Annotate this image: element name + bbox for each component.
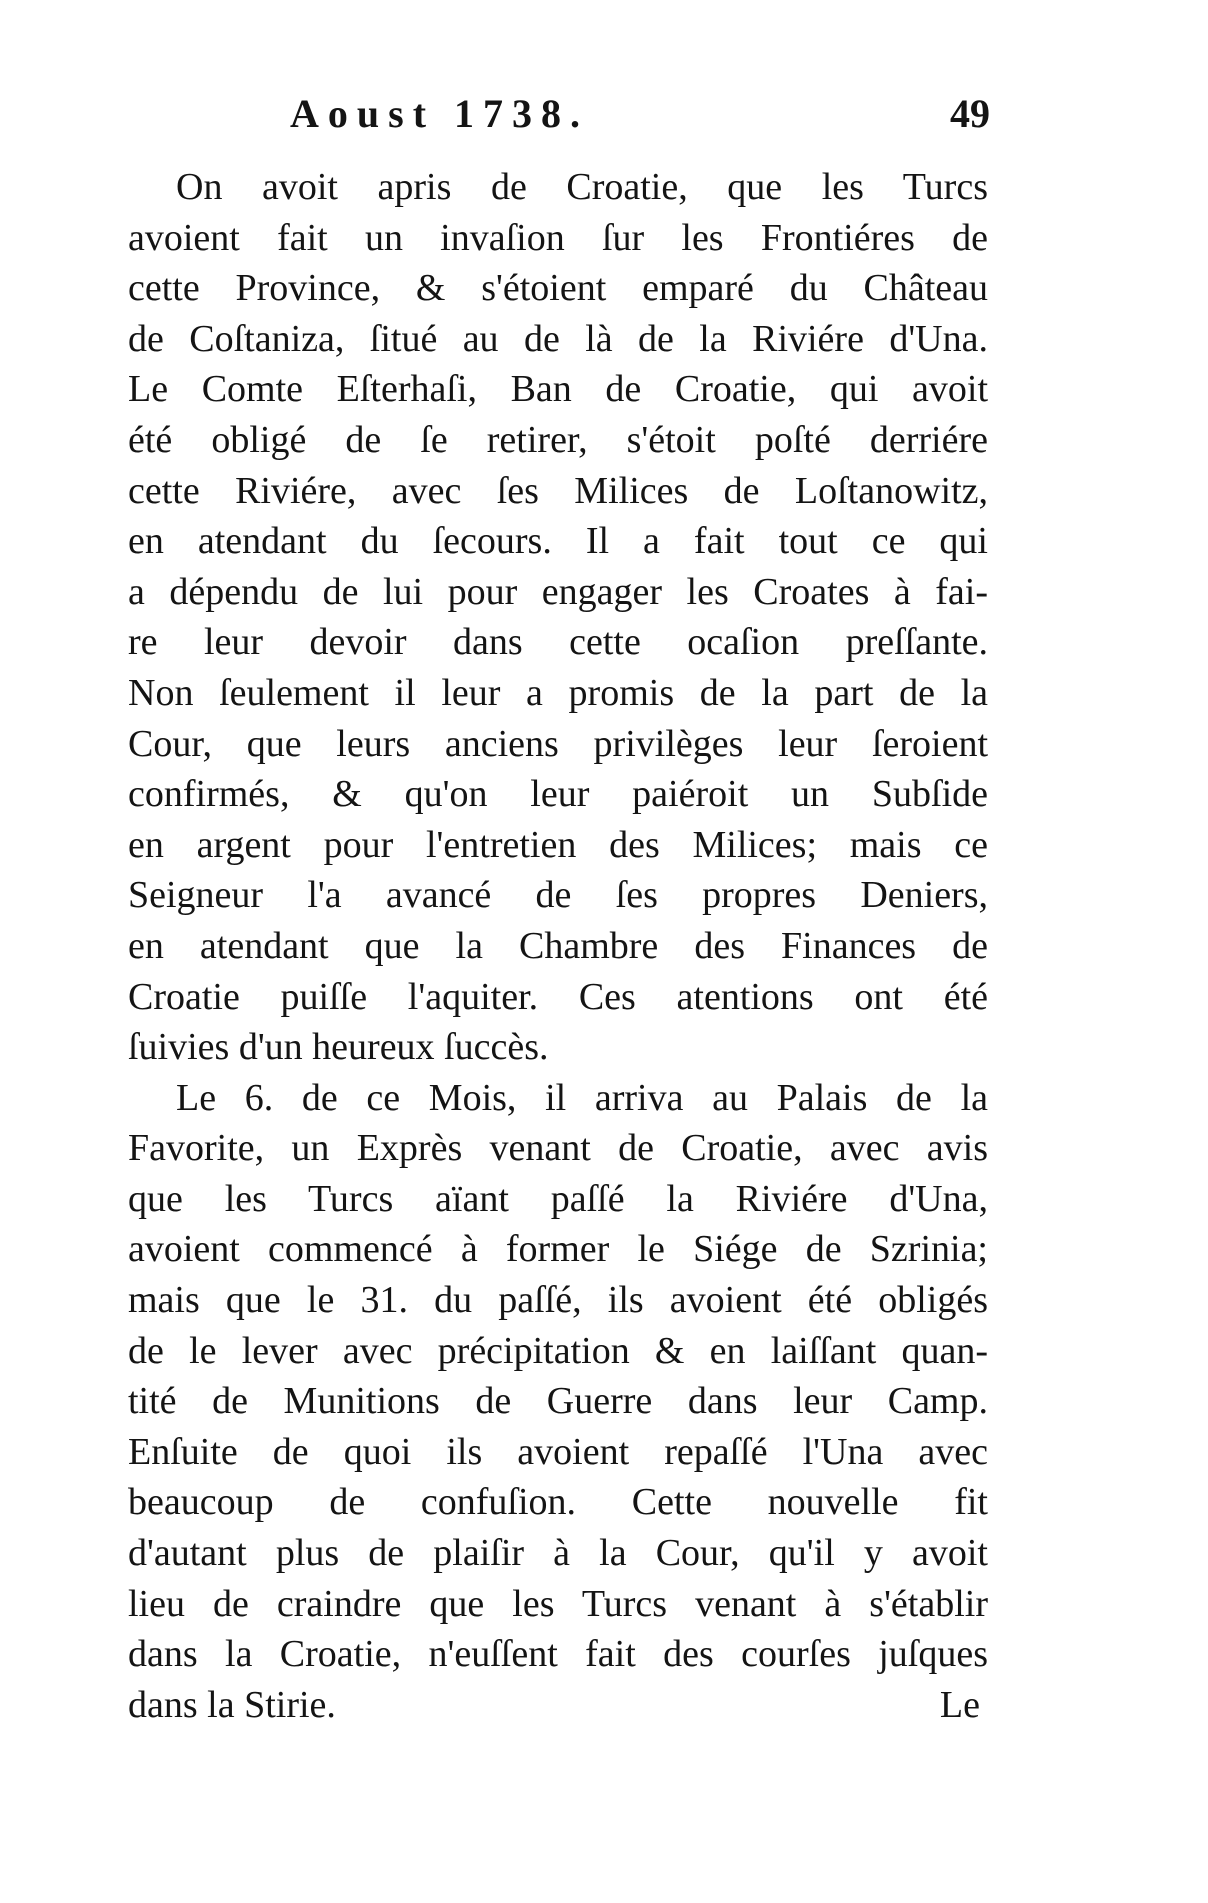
text-line: ſuivies d'un heureux ſuccès. [128,1026,549,1069]
final-line-row [128,1680,988,1731]
text-line: Favorite, un Exprès venant de Croatie, avec avis [128,1127,988,1170]
text-line: Seigneur l'a avancé de ſes propres Deniers, [128,874,988,917]
text-line: avoient commencé à former le Siége de Szrinia; [128,1228,988,1271]
text-line: en atendant que la Chambre des Finances de [128,924,988,967]
running-head: Aoust 1738. [290,91,590,136]
text-line: en atendant du ſecours. Il a fait tout ce qui [128,520,988,563]
page-header [290,90,990,150]
page-number: 49 [950,91,990,136]
text-line: re leur devoir dans cette ocaſion preſſante. [128,621,988,664]
catchword: Le [939,1683,980,1726]
text-line: Croatie puiſſe l'aquiter. Ces atentions ont été [128,975,988,1018]
text-line: a dépendu de lui pour engager les Croates à fai- [128,570,988,613]
text-line: confirmés, & qu'on leur paiéroit un Subſide [128,773,988,816]
text-line: cette Province, & s'étoient emparé du Château [128,267,988,310]
text-line: beaucoup de confuſion. Cette nouvelle fit [128,1481,988,1524]
text-line: d'autant plus de plaiſir à la Cour, qu'il y avoit [128,1532,988,1575]
text-line: mais que le 31. du paſſé, ils avoient été obligés [128,1279,988,1322]
body-text [128,162,988,1730]
text-line: Le Comte Eſterhaſi, Ban de Croatie, qui avoit [128,368,988,411]
text-line: cette Riviére, avec ſes Milices de Loſtanowitz, [128,469,988,512]
text-line: de Coſtaniza, ſitué au de là de la Riviére d'Una. [128,317,988,360]
text-line: en argent pour l'entretien des Milices; mais ce [128,823,988,866]
text-line: Le 6. de ce Mois, il arriva au Palais de la [176,1076,988,1119]
text-line: de le lever avec précipitation & en laiſſant quan- [128,1329,988,1372]
text-line: Cour, que leurs anciens privilèges leur ſeroient [128,722,988,765]
text-line: dans la Croatie, n'euſſent fait des courſes juſques [128,1633,988,1676]
text-line: dans la Stirie. [128,1683,336,1726]
text-line: avoient fait un invaſion ſur les Frontiéres de [128,216,988,259]
text-line: Enſuite de quoi ils avoient repaſſé l'Una avec [128,1430,988,1473]
text-line: été obligé de ſe retirer, s'étoit poſté derriére [128,418,988,461]
text-line: Non ſeulement il leur a promis de la part de la [128,671,988,714]
text-line: que les Turcs aïant paſſé la Riviére d'Una, [128,1177,988,1220]
text-line: lieu de craindre que les Turcs venant à s'établir [128,1582,988,1625]
text-line: tité de Munitions de Guerre dans leur Camp. [128,1380,988,1423]
text-line: On avoit apris de Croatie, que les Turcs [176,166,988,208]
